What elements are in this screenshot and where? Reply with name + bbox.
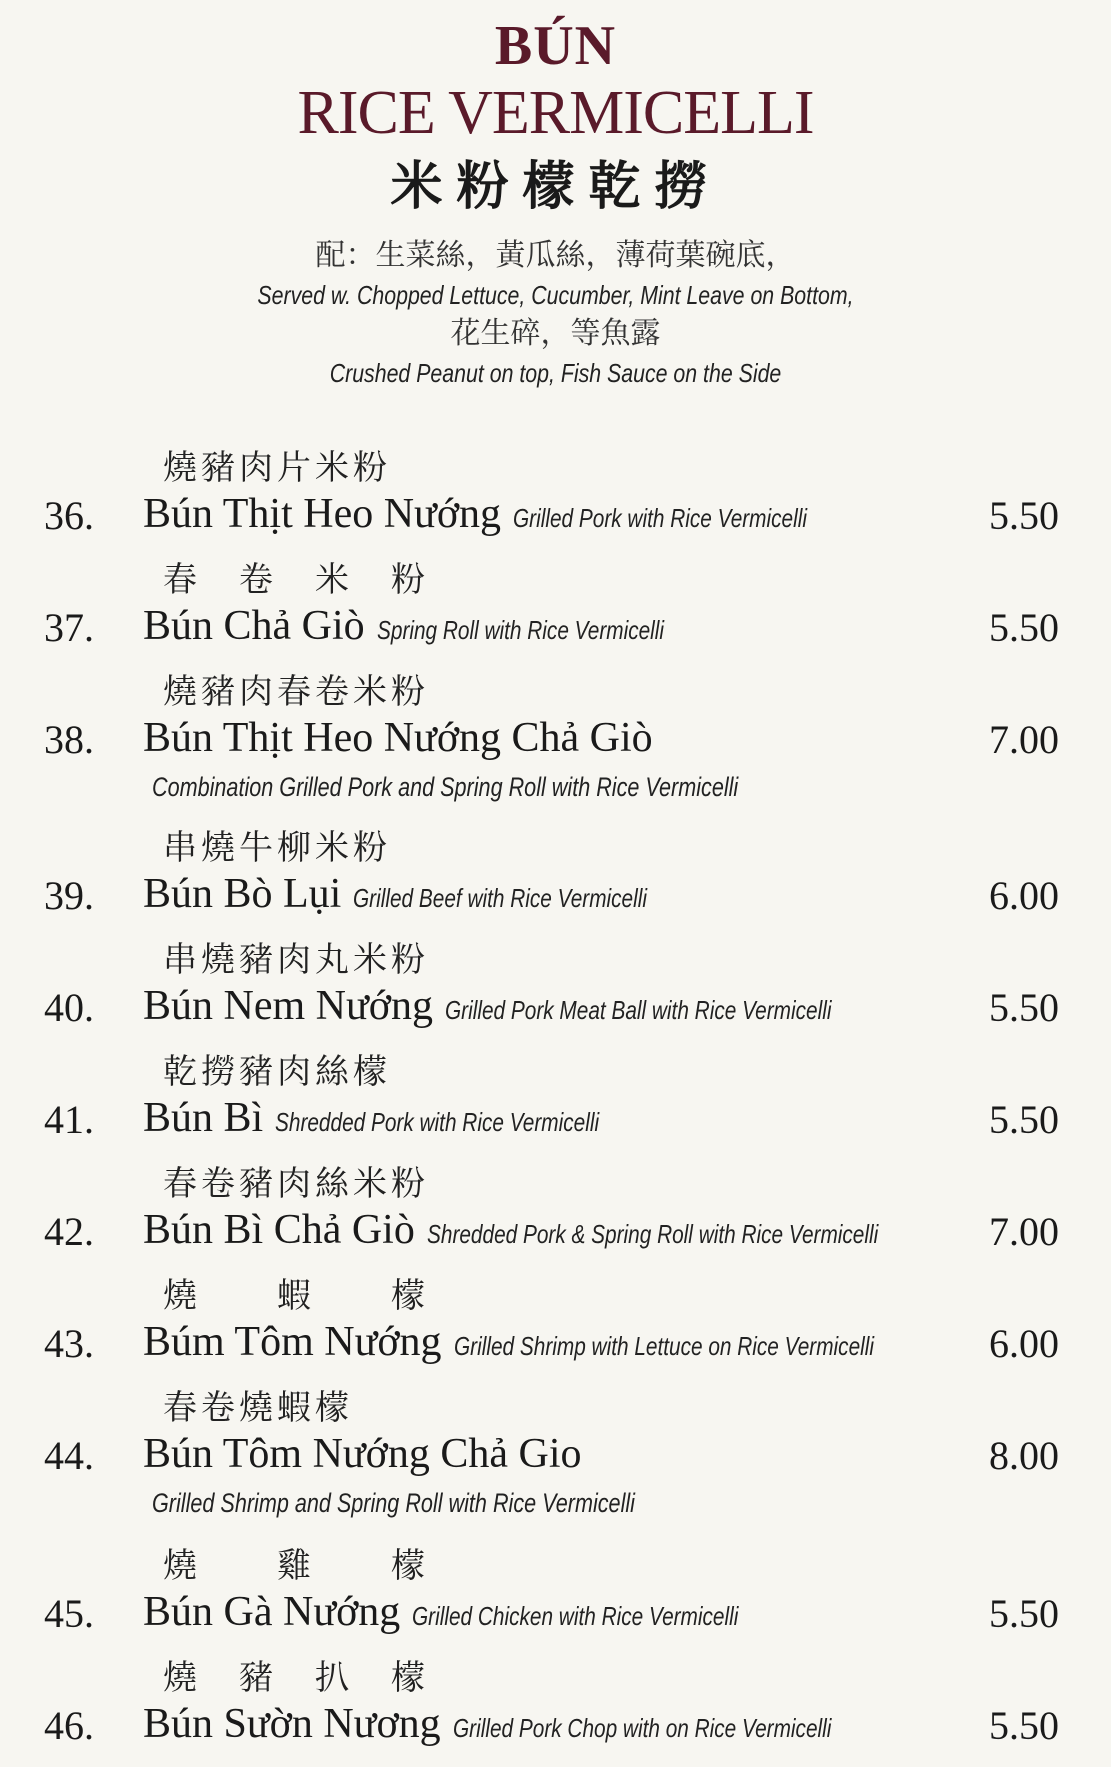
item-price: 8.00 (989, 1433, 1059, 1478)
item-number: 45. (44, 1591, 94, 1636)
item-name (143, 1588, 820, 1636)
section-title-vietnamese: BÚN (494, 15, 617, 77)
item-vietnamese-name: Bún Bì Chả Giò (143, 1207, 415, 1253)
item-number: 39. (44, 873, 94, 918)
item-price: 5.50 (989, 1591, 1059, 1636)
item-vietnamese-name: Bún Nem Nướng (143, 983, 433, 1029)
item-price: 5.50 (989, 1703, 1059, 1748)
item-name (143, 490, 880, 538)
item-description: Shredded Pork with Rice Vermicelli (275, 1107, 600, 1137)
item-vietnamese-name: Bún Bò Lụi (143, 871, 342, 917)
item-price: 6.00 (989, 873, 1059, 918)
item-name (143, 602, 735, 650)
item-number: 44. (44, 1433, 94, 1478)
serving-note-english-2: Crushed Peanut on top, Fish Sauce on the Side (329, 358, 782, 388)
item-vietnamese-name: Bún Thịt Heo Nướng Chả Giò (143, 715, 653, 761)
item-chinese-name: 春卷豬肉絲米粉 (163, 1164, 429, 1204)
item-price: 6.00 (989, 1321, 1059, 1366)
item-name (143, 1094, 680, 1142)
item-vietnamese-name: Bún Thịt Heo Nướng (143, 491, 502, 537)
item-description: Grilled Shrimp and Spring Roll with Rice Vermicelli (152, 1488, 635, 1518)
item-number: 36. (44, 493, 94, 538)
serving-note-chinese-2: 花生碎，等魚露 (450, 316, 661, 351)
item-chinese-name: 燒豬肉春卷米粉 (163, 672, 429, 712)
item-chinese-name: 燒 蝦 檬 (163, 1276, 429, 1316)
item-price: 5.50 (989, 605, 1059, 650)
menu-header (0, 14, 1111, 392)
item-name (143, 1430, 582, 1478)
item-chinese-name: 串燒牛柳米粉 (163, 828, 391, 868)
item-chinese-name: 春卷燒蝦檬 (163, 1388, 353, 1428)
item-price: 5.50 (989, 985, 1059, 1030)
item-price: 7.00 (989, 1209, 1059, 1254)
item-number: 40. (44, 985, 94, 1030)
section-title-english: RICE VERMICELLI (297, 79, 814, 147)
item-description: Shredded Pork & Spring Roll with Rice Vermicelli (426, 1219, 879, 1249)
item-chinese-name: 燒 雞 檬 (163, 1546, 429, 1586)
item-price: 5.50 (989, 1097, 1059, 1142)
section-title-chinese: 米粉檬乾撈 (390, 157, 721, 217)
item-number: 38. (44, 717, 94, 762)
serving-note-english-1: Served w. Chopped Lettuce, Cucumber, Mint Leave on Bottom, (257, 280, 854, 310)
item-number: 46. (44, 1703, 94, 1748)
item-name (143, 870, 721, 918)
item-vietnamese-name: Bún Sườn Nương (143, 1701, 441, 1747)
item-name (143, 1206, 991, 1254)
item-name (143, 982, 928, 1030)
item-description: Grilled Shrimp with Lettuce on Rice Vermicelli (453, 1331, 874, 1361)
item-vietnamese-name: Bún Bì (143, 1095, 264, 1141)
item-vietnamese-name: Búm Tôm Nướng (143, 1319, 442, 1365)
item-description: Grilled Beef with Rice Vermicelli (353, 883, 648, 913)
item-chinese-name: 乾撈豬肉絲檬 (163, 1052, 391, 1092)
item-chinese-name: 春 卷 米 粉 (163, 560, 429, 600)
item-description: Grilled Chicken with Rice Vermicelli (412, 1601, 739, 1631)
item-price: 5.50 (989, 493, 1059, 538)
item-price: 7.00 (989, 717, 1059, 762)
item-chinese-name: 串燒豬肉丸米粉 (163, 940, 429, 980)
item-name (143, 1318, 979, 1366)
item-description: Combination Grilled Pork and Spring Roll with Rice Vermicelli (152, 772, 739, 802)
item-description: Grilled Pork Chop with on Rice Vermicelli (452, 1713, 832, 1743)
item-vietnamese-name: Bún Chả Giò (143, 603, 365, 649)
item-vietnamese-name: Bún Tôm Nướng Chả Gio (143, 1431, 582, 1477)
item-description: Spring Roll with Rice Vermicelli (376, 615, 664, 645)
serving-note-chinese-1: 配：生菜絲，黃瓜絲，薄荷葉碗底， (315, 238, 796, 273)
item-chinese-name: 燒豬肉片米粉 (163, 448, 391, 488)
item-description: Grilled Pork Meat Ball with Rice Vermicelli (444, 995, 832, 1025)
item-number: 42. (44, 1209, 94, 1254)
item-description: Grilled Pork with Rice Vermicelli (513, 503, 807, 533)
item-name (143, 1700, 926, 1748)
item-vietnamese-name: Bún Gà Nướng (143, 1589, 401, 1635)
item-name (143, 714, 653, 762)
item-number: 37. (44, 605, 94, 650)
item-number: 43. (44, 1321, 94, 1366)
item-chinese-name: 燒 豬 扒 檬 (163, 1658, 429, 1698)
item-number: 41. (44, 1097, 94, 1142)
